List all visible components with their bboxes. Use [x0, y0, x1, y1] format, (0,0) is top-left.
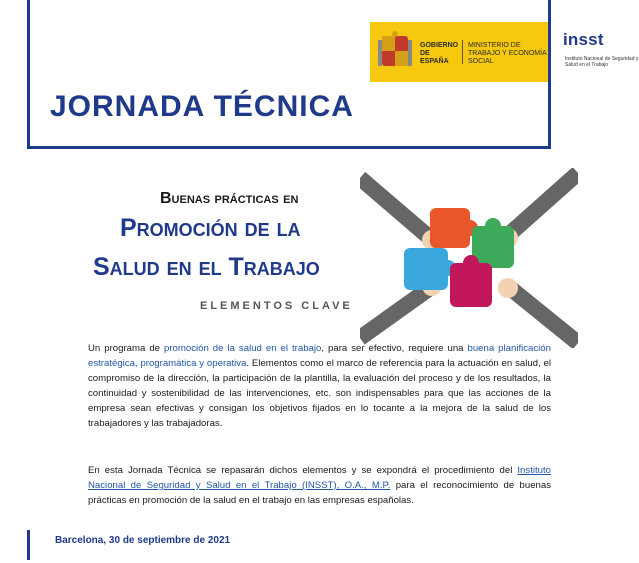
hero-line2: Promoción de la: [120, 214, 301, 242]
page-title: JORNADA TÉCNICA: [50, 90, 354, 123]
coat-of-arms-icon: [378, 30, 412, 74]
insst-logo: [555, 22, 639, 82]
frame-left: [27, 0, 30, 148]
puzzle-hands-illustration: [360, 168, 578, 348]
tagline: ELEMENTOS CLAVE: [200, 300, 353, 312]
p2-text-a: En esta Jornada Técnica se repasarán dichos elementos y se expondrá el procedimiento del: [88, 465, 518, 476]
hero-line1: Buenas prácticas en: [160, 190, 299, 207]
event-date: Barcelona, 30 de septiembre de 2021: [55, 535, 231, 546]
p1-highlight-2: buena planificación estratégica, programática y operativa: [88, 343, 551, 369]
second-paragraph: [88, 463, 551, 508]
intro-paragraph: [88, 341, 551, 431]
p1-text-e: . Elementos como el marco de referencia para la actuación en salud, el compromiso de la dirección, la participación de la plantilla, la evaluación del proceso y de los resultados, la continuidad y sostenibilidad de las intervenciones, etc. son indispensables para que las acciones de la empresa sean efectivas y consigan los objetivos fijados en lo tocante a la mejora de la salud de los trabajadores y las trabajadoras.: [88, 358, 551, 429]
gov-line2: MINISTERIO DE TRABAJO Y ECONOMÍA SOCIAL: [468, 42, 547, 65]
p2-text-c: para el reconocimiento de buenas prácticas en promoción de la salud en el trabajo en las empresas españolas.: [88, 480, 552, 506]
gov-divider: [462, 40, 463, 64]
frame-bottom: [27, 146, 551, 149]
p1-highlight-1: promoción de la salud en el trabajo: [164, 343, 322, 354]
p1-text-c: , para ser efectivo, requiere una: [321, 343, 468, 354]
insst-link[interactable]: Instituto Nacional de Seguridad y Salud en el Trabajo (INSST), O.A., M.P.: [88, 465, 551, 491]
hero-line3: Salud en el Trabajo: [93, 253, 320, 281]
insst-logo-text: insst: [563, 30, 604, 49]
frame-right: [548, 0, 551, 149]
insst-subtitle: Instituto Nacional de Seguridad y Salud en el Trabajo: [565, 56, 639, 68]
p1-text-a: Un programa de: [88, 343, 164, 354]
footer-bar: [27, 530, 30, 560]
gov-line1: GOBIERNO DE ESPAÑA: [420, 42, 459, 65]
gobierno-logo: [370, 22, 548, 82]
